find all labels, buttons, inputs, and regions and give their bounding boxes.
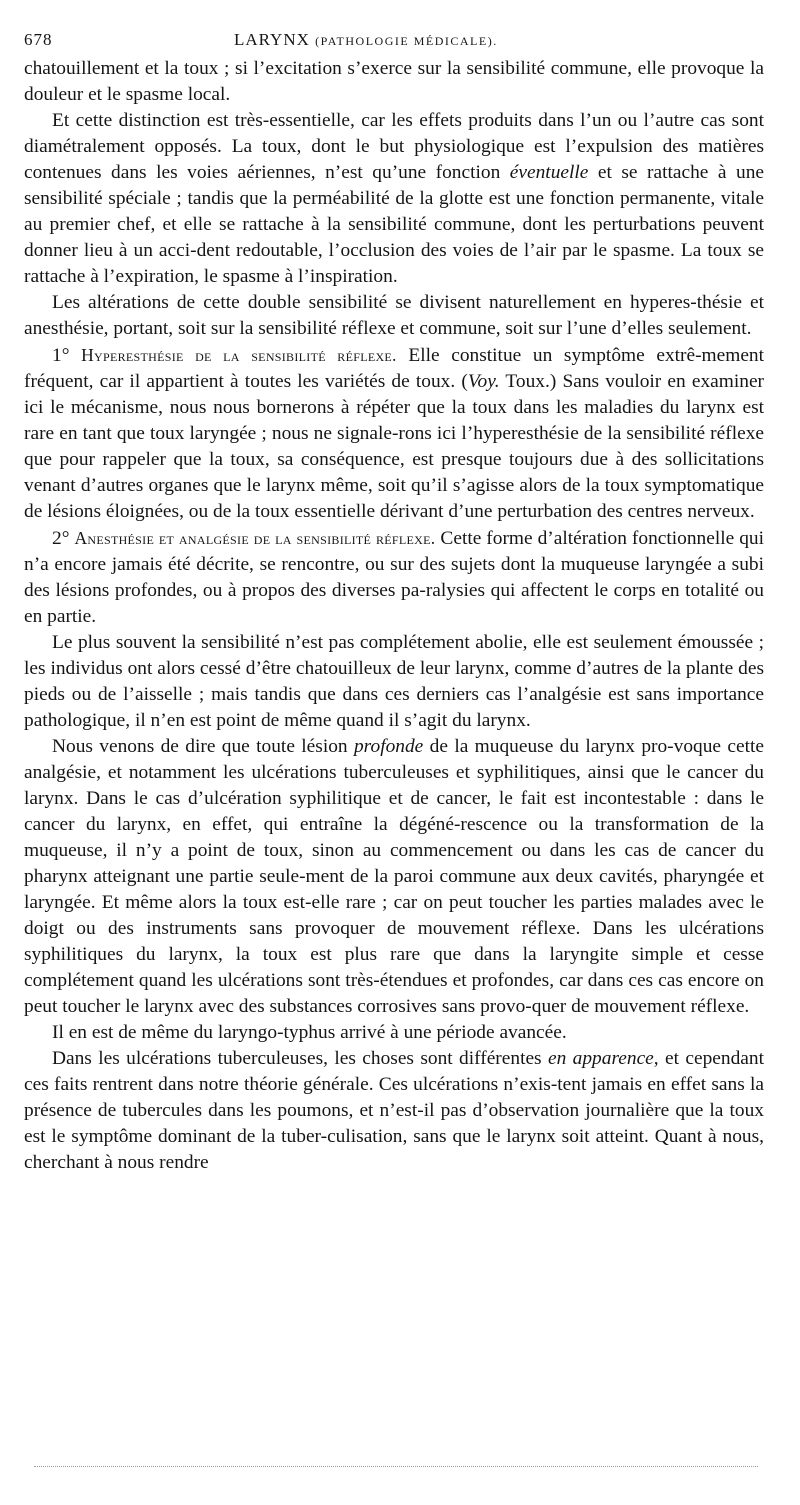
paragraph: [24, 290, 764, 342]
text-run: Nous venons de dire que toute lésion: [52, 736, 354, 757]
text-run: , et cependant ces faits rentrent dans notre théorie générale. Ces ulcérations n’exis-tent jamais en effet sans la présence de tubercules dans les poumons, et n’est-il pas d’observation journalière que la toux est le symptôme dominant de la tuber-culisation, sans que le larynx soit atteint. Quant à nous, cherchant à nous rendre: [24, 1048, 764, 1173]
text-run: Toux.) Sans vouloir en examiner ici le mécanisme, nous nous bornerons à répéter que la toux dans les maladies du larynx est rare en tant que toux laryngée ; nous ne signale-rons ici l’hyperesthésie de la sensibilité réflexe que pour rappeler que la toux, sa conséquence, est presque toujours due à des sollicitations venant d’autres organes que le larynx même, soit qu’il s’agisse alors de la toux symptomatique de lésions éloignées, ou de la toux essentielle dérivant d’une perturbation des centres nerveux.: [24, 371, 765, 522]
text-run: Elle constitue un symptôme extrê-mement fréquent, car il appartient à toutes les variétés de toux. (: [24, 345, 765, 392]
paragraph: [24, 525, 764, 630]
text-run: 1°: [52, 345, 82, 366]
paragraph: [24, 342, 764, 525]
text-run: 2°: [52, 528, 75, 549]
text-run: Il en est de même du laryngo-typhus arrivé à une période avancée.: [52, 1022, 567, 1043]
section-heading: Anesthésie et analgésie de la sensibilité réflexe.: [74, 528, 436, 548]
running-title-main: LARYNX: [234, 30, 310, 49]
section-heading: Hyperesthésie de la sensibilité réflexe.: [81, 345, 397, 365]
italic-text: éventuelle: [509, 162, 589, 183]
text-run: chatouillement et la toux ; si l’excitation s’exerce sur la sensibilité commune, elle provoque la douleur et le spasme local.: [24, 58, 764, 105]
paragraph: [24, 1046, 764, 1176]
text-run: de la muqueuse du larynx pro-voque cette analgésie, et notamment les ulcérations tuberculeuses et syphilitiques, ainsi que le cancer du larynx. Dans le cas d’ulcération syphilitique et de cancer, le fait est incontestable : dans le cancer du larynx, en effet, qui entraîne la dégéné-rescence ou la transformation de la muqueuse, il n’y a point de toux, sinon au commencement ou dans les cas de cancer du pharynx atteignant une partie seule-ment de la paroi commune aux deux cavités, pharyngée et laryngée. Et même alors la toux est-elle rare ; car on peut toucher les parties malades avec le doigt ou des instruments sans provoquer de mouvement réflexe. Dans les ulcérations syphilitiques du larynx, la toux est plus rare que dans la laryngite simple et cesse complétement quand les ulcérations sont très-étendues et profondes, car dans ces cas encore on peut toucher le larynx avec des substances corrosives sans provo-quer de mouvement réflexe.: [24, 736, 764, 1017]
text-run: Dans les ulcérations tuberculeuses, les choses sont différentes: [52, 1048, 548, 1069]
paragraph: [24, 56, 764, 108]
running-title: [234, 30, 498, 50]
text-run: Les altérations de cette double sensibilité se divisent naturellement en hyperes-thésie et anesthésie, portant, soit sur la sensibilité réflexe et commune, soit sur l’une d’elles seulement.: [24, 292, 764, 339]
paragraph: [24, 108, 764, 290]
text-run: Et cette distinction est très-essentielle, car les effets produits dans l’un ou l’autre cas sont diamétralement opposés. La toux, dont le but physiologique est l’expulsion des matières contenues dans les voies aériennes, n’est qu’une fonction: [24, 110, 764, 183]
italic-text: en apparence: [547, 1048, 654, 1069]
text-run: Le plus souvent la sensibilité n’est pas complétement abolie, elle est seulement émoussée ; les individus ont alors cessé d’être chatouilleux de leur larynx, comme d’autres de la plante des pieds ou de l’aisselle ; mais tandis que dans ces derniers cas l’analgésie est sans importance pathologique, il n’en est point de même quand il s’agit du larynx.: [24, 632, 764, 731]
italic-text: profonde: [353, 736, 424, 757]
paragraph: [24, 630, 764, 734]
body-text: [24, 56, 764, 1176]
running-header: [24, 30, 764, 56]
text-run: Cette forme d’altération fonctionnelle qui n’a encore jamais été décrite, se rencontre, ou sur des sujets dont la muqueuse laryngée a subi des lésions profondes, ou à propos des diverses pa-ralysies qui affectent le corps en totalité ou en partie.: [24, 528, 764, 627]
footer-dotted-rule: [34, 1466, 758, 1467]
page: [24, 30, 764, 1176]
paragraph: [24, 734, 764, 1020]
italic-text: Voy.: [467, 371, 500, 392]
page-number: 678: [24, 30, 53, 49]
running-title-sub: (PATHOLOGIE MÉDICALE).: [315, 34, 498, 48]
paragraph: [24, 1020, 764, 1046]
text-run: et se rattache à une sensibilité spéciale ; tandis que la perméabilité de la glotte est une fonction permanente, vitale au premier chef, et elle se rattache à la sensibilité commune, dont les perturbations peuvent donner lieu à un acci-dent redoutable, l’occlusion des voies de l’air par le spasme. La toux se rattache à l’expiration, le spasme à l’inspiration.: [24, 162, 765, 287]
